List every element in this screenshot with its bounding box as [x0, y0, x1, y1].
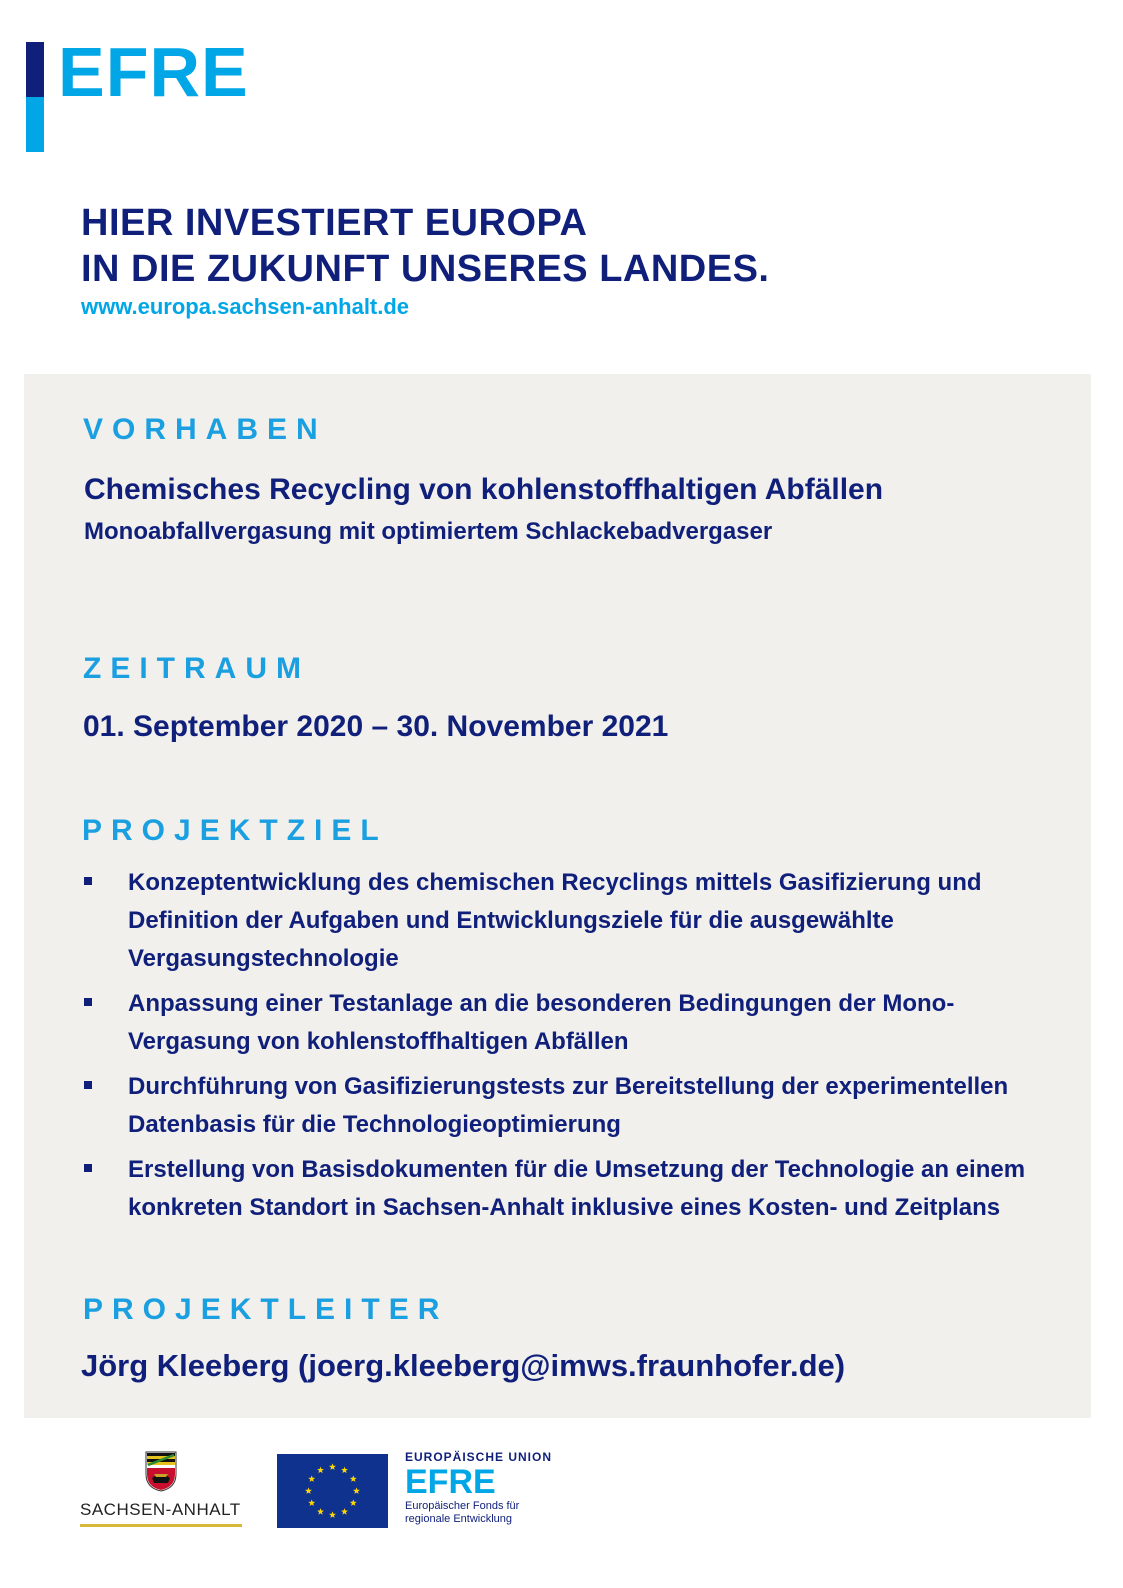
sachsen-anhalt-logo	[80, 1450, 242, 1530]
website-url: www.europa.sachsen-anhalt.de	[81, 294, 410, 319]
logo-underline	[80, 1524, 242, 1527]
eu-fund-line-1: Europäischer Fonds für	[405, 1500, 520, 1512]
section-label-projektleiter: PROJEKTLEITER	[83, 1293, 449, 1326]
eu-flag-icon	[277, 1454, 388, 1528]
section-label-vorhaben: VORHABEN	[83, 413, 327, 446]
sachsen-anhalt-text: SACHSEN-ANHALT	[80, 1500, 241, 1519]
project-subtitle: Monoabfallvergasung mit optimiertem Schlackebadvergaser	[84, 518, 773, 545]
eu-efre-logo	[405, 1450, 565, 1526]
eu-efre-text: EFRE	[405, 1463, 496, 1501]
project-title: Chemisches Recycling von kohlenstoffhaltigen Abfällen	[84, 473, 884, 506]
eu-fund-line-2: regionale Entwicklung	[405, 1513, 513, 1525]
square-bullet-icon	[84, 998, 92, 1006]
headline	[81, 200, 769, 292]
list-item	[82, 985, 1072, 1061]
square-bullet-icon	[84, 877, 92, 885]
goal-text: Anpassung einer Testanlage an die besonderen Bedingungen der Mono-Vergasung von kohlenstoffhaltigen Abfällen	[128, 990, 955, 1055]
logo-bar-light	[26, 97, 44, 152]
section-label-zeitraum: ZEITRAUM	[83, 652, 310, 685]
project-period: 01. September 2020 – 30. November 2021	[83, 710, 669, 743]
list-item	[82, 864, 1072, 978]
project-leader: Jörg Kleeberg (joerg.kleeberg@imws.fraunhofer.de)	[81, 1348, 846, 1383]
section-label-projektziel: PROJEKTZIEL	[82, 814, 388, 847]
headline-line-1: HIER INVESTIERT EUROPA	[81, 202, 588, 244]
coat-of-arms-icon	[144, 1450, 178, 1492]
goal-text: Erstellung von Basisdokumenten für die Umsetzung der Technologie an einem konkreten Standort in Sachsen-Anhalt inklusive eines Kosten- und Zeitplans	[128, 1156, 1026, 1221]
eu-union-text: EUROPÄISCHE UNION	[405, 1450, 553, 1464]
efre-logo-text: EFRE	[58, 33, 249, 111]
goal-text: Konzeptentwicklung des chemischen Recyclings mittels Gasifizierung und Definition der Aufgaben und Entwicklungsziele für die ausgewählte Vergasungstechnologie	[128, 869, 982, 972]
list-item	[82, 1068, 1072, 1144]
goal-text: Durchführung von Gasifizierungstests zur Bereitstellung der experimentellen Datenbasis für die Technologieoptimierung	[128, 1073, 1009, 1138]
square-bullet-icon	[84, 1164, 92, 1172]
list-item	[82, 1151, 1072, 1227]
goals-list	[82, 864, 1072, 1234]
headline-line-2: IN DIE ZUKUNFT UNSERES LANDES.	[81, 248, 770, 290]
logo-bar-dark	[26, 42, 44, 97]
square-bullet-icon	[84, 1081, 92, 1089]
